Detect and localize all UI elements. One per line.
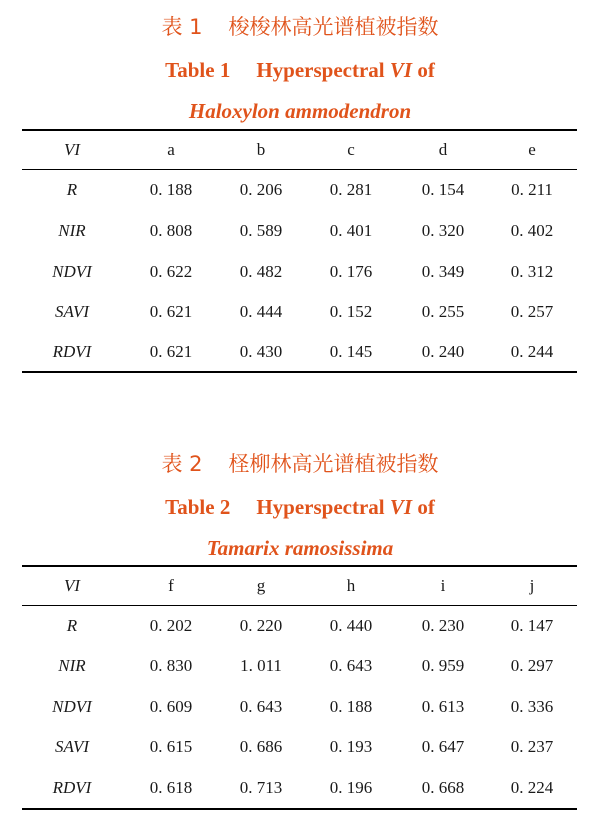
- table-cell: 0. 224: [510, 778, 554, 797]
- table-cell: 0. 349: [421, 262, 465, 281]
- table2-row-label: NIR: [58, 656, 86, 675]
- table-cell: 0. 959: [421, 656, 465, 675]
- table-cell: 0. 668: [421, 778, 465, 797]
- table1-header-rule: [22, 169, 577, 170]
- table-cell: 0. 621: [149, 302, 193, 321]
- table-cell: 1. 011: [240, 656, 282, 675]
- table2-caption-cn: 表 2 柽柳林高光谱植被指数: [161, 452, 439, 476]
- table-cell: 0. 244: [510, 342, 554, 361]
- table-cell: 0. 830: [149, 656, 193, 675]
- table-cell: 0. 336: [510, 697, 554, 716]
- table-cell: 0. 647: [421, 737, 465, 756]
- table2-caption-species: Tamarix ramosissima: [206, 536, 394, 560]
- table-cell: 0. 713: [239, 778, 283, 797]
- table-cell: 0. 402: [510, 221, 554, 240]
- table-cell: 0. 618: [149, 778, 193, 797]
- table1-top-rule: [22, 129, 577, 131]
- table1-row-label: R: [66, 180, 78, 199]
- table-row: [22, 302, 577, 322]
- table2-header-cell: g: [256, 576, 266, 595]
- table-cell: 0. 482: [239, 262, 283, 281]
- table-cell: 0. 320: [421, 221, 465, 240]
- table1-header-cell: VI: [63, 140, 81, 159]
- table1-bottom-rule: [22, 371, 577, 373]
- table2-header-cell: h: [346, 576, 356, 595]
- table2-header-rule: [22, 605, 577, 606]
- table2-header-cell: f: [168, 576, 174, 595]
- table-cell: 0. 440: [329, 616, 373, 635]
- table-cell: 0. 281: [329, 180, 373, 199]
- table-cell: 0. 196: [329, 778, 373, 797]
- table-cell: 0. 430: [239, 342, 283, 361]
- table1-header-cell: b: [256, 140, 266, 159]
- table-cell: 0. 613: [421, 697, 465, 716]
- table-cell: 0. 589: [239, 221, 283, 240]
- table-row: [22, 180, 577, 200]
- table-row: [22, 342, 577, 362]
- table-cell: 0. 643: [239, 697, 283, 716]
- table2-top-rule: [22, 565, 577, 567]
- table-cell: 0. 240: [421, 342, 465, 361]
- table2-row-label: NDVI: [52, 697, 92, 716]
- table2-row-label: R: [66, 616, 78, 635]
- table-cell: 0. 444: [239, 302, 283, 321]
- table2-header-cell: i: [440, 576, 446, 595]
- table-cell: 0. 255: [421, 302, 465, 321]
- table1-header-cell: e: [528, 140, 536, 159]
- table-cell: 0. 220: [239, 616, 283, 635]
- table-cell: 0. 188: [329, 697, 373, 716]
- table-cell: 0. 147: [510, 616, 554, 635]
- table-row: [22, 697, 577, 717]
- table-row: [22, 221, 577, 241]
- table-row: [22, 262, 577, 282]
- table2-bottom-rule: [22, 808, 577, 810]
- table2-row-label: SAVI: [54, 737, 90, 756]
- table1-header-cell: a: [167, 140, 175, 159]
- table-cell: 0. 643: [329, 656, 373, 675]
- table-cell: 0. 230: [421, 616, 465, 635]
- table2-row-label: RDVI: [52, 778, 92, 797]
- table1-header-cell: d: [438, 140, 448, 159]
- table-row: [22, 778, 577, 798]
- table-cell: 0. 145: [329, 342, 373, 361]
- table-cell: 0. 211: [511, 180, 553, 199]
- table-cell: 0. 193: [329, 737, 373, 756]
- table2-header-row: [22, 576, 577, 596]
- table-row: [22, 616, 577, 636]
- table-cell: 0. 152: [329, 302, 373, 321]
- table1-row-label: NIR: [58, 221, 86, 240]
- table-row: [22, 737, 577, 757]
- table-cell: 0. 154: [421, 180, 465, 199]
- table1-row-label: NDVI: [52, 262, 92, 281]
- table1-header-row: [22, 140, 577, 160]
- table-cell: 0. 808: [149, 221, 193, 240]
- table-cell: 0. 202: [149, 616, 193, 635]
- table-cell: 0. 257: [510, 302, 554, 321]
- table-cell: 0. 609: [149, 697, 193, 716]
- table2-header-cell: j: [529, 576, 535, 595]
- table-row: [22, 656, 577, 676]
- table-cell: 0. 188: [149, 180, 193, 199]
- table-cell: 0. 176: [329, 262, 373, 281]
- table1-header-cell: c: [347, 140, 355, 159]
- table-cell: 0. 401: [329, 221, 373, 240]
- table1-caption-en: Table 1 Hyperspectral VI of: [165, 58, 435, 82]
- table1-caption-cn: 表 1 梭梭林高光谱植被指数: [161, 15, 439, 39]
- table1-row-label: SAVI: [54, 302, 90, 321]
- table-cell: 0. 312: [510, 262, 554, 281]
- table-cell: 0. 237: [510, 737, 554, 756]
- table2-header-cell: VI: [63, 576, 81, 595]
- table-cell: 0. 622: [149, 262, 193, 281]
- table-cell: 0. 297: [510, 656, 554, 675]
- table1-row-label: RDVI: [52, 342, 92, 361]
- table1-caption-species: Haloxylon ammodendron: [188, 99, 412, 123]
- table-cell: 0. 615: [149, 737, 193, 756]
- table-cell: 0. 621: [149, 342, 193, 361]
- table-cell: 0. 206: [239, 180, 283, 199]
- table-cell: 0. 686: [239, 737, 283, 756]
- table2-caption-en: Table 2 Hyperspectral VI of: [165, 495, 435, 519]
